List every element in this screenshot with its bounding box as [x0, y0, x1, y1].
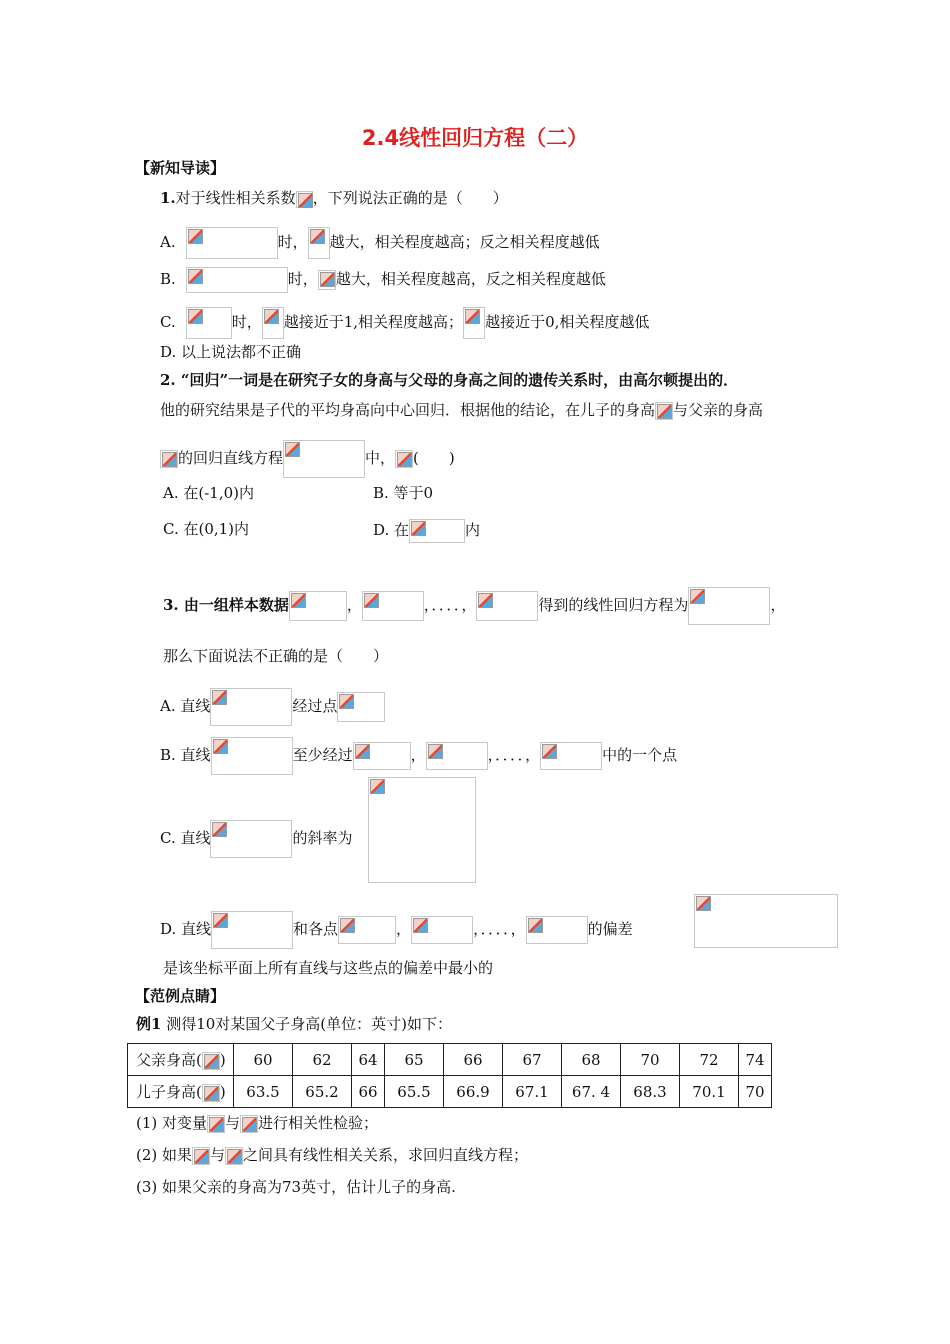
example-1-part-1 — [136, 1113, 378, 1133]
table-cell: 67. 4 — [562, 1076, 621, 1108]
table-cell: 70.1 — [680, 1076, 739, 1108]
formula-image-icon — [526, 916, 588, 944]
q2-line-1 — [160, 370, 738, 390]
table-cell: 66 — [352, 1076, 385, 1108]
q3-stem — [163, 587, 785, 625]
formula-image-icon — [262, 307, 284, 339]
q2-option-c: C. 在(0,1)内 — [163, 520, 250, 538]
q1-option-b-tail: 越大，相关程度越高，反之相关程度越低 — [335, 270, 606, 288]
formula-image-icon — [694, 894, 838, 948]
q3-option-a-mid: 经过点 — [292, 697, 338, 715]
q2-option-d-tail: 内 — [465, 521, 481, 539]
formula-image-icon — [688, 587, 770, 625]
q2-option-d — [373, 519, 480, 543]
example-1-part-2-and: 与 — [210, 1146, 226, 1164]
example-1-part-1-and: 与 — [225, 1114, 241, 1132]
example-1-part-3: (3) 如果父亲的身高为73英寸，估计儿子的身高. — [136, 1178, 456, 1196]
table-cell: 70 — [739, 1076, 772, 1108]
formula-image-icon — [283, 440, 365, 478]
example-1-part-1-tail: 进行相关性检验； — [258, 1114, 379, 1132]
formula-image-icon — [368, 777, 476, 883]
table-row — [128, 1076, 772, 1108]
height-data-table — [127, 1043, 772, 1108]
q3-option-a — [160, 688, 385, 726]
q1-stem — [160, 188, 508, 208]
formula-image-icon — [289, 591, 347, 621]
q1-stem-text: 对于线性相关系数 — [175, 189, 296, 207]
formula-image-icon — [409, 519, 465, 543]
q2-option-d-text: D. 在 — [373, 521, 410, 539]
q3-option-d-text: D. 直线 — [160, 920, 212, 938]
formula-image-icon — [192, 1147, 210, 1165]
table-cell: 65.5 — [385, 1076, 444, 1108]
formula-image-icon — [186, 307, 232, 339]
q2-line-2 — [160, 400, 763, 420]
table-cell: 62 — [293, 1044, 352, 1076]
formula-image-icon — [210, 688, 292, 726]
example-1-text: 测得10对某国父子身高(单位：英寸)如下： — [161, 1015, 452, 1033]
formula-image-icon — [411, 916, 473, 944]
table-cell: 65 — [385, 1044, 444, 1076]
q2-line-3 — [160, 440, 455, 478]
example-1-part-2-tail: 之间具有线性相关关系，求回归直线方程； — [243, 1146, 529, 1164]
q3-option-c-text: C. 直线 — [160, 829, 211, 847]
formula-image-icon — [308, 227, 330, 259]
q3-stem-text: 3. 由一组样本数据 — [163, 596, 289, 614]
q2-option-a: A. 在(-1,0)内 — [163, 484, 254, 502]
formula-image-icon — [211, 911, 293, 949]
q3-option-b — [160, 737, 677, 775]
q3-option-a-text: A. 直线 — [160, 697, 211, 715]
q1-option-c-tail: 越接近于0,相关程度越低 — [485, 313, 650, 331]
formula-image-icon — [426, 742, 488, 770]
table-cell: 67.1 — [503, 1076, 562, 1108]
example-1-part-2-text: (2) 如果 — [136, 1146, 193, 1164]
page-title: 2.4线性回归方程（二） — [361, 126, 589, 150]
q3-option-c-mid: 的斜率为 — [292, 829, 353, 847]
son-height-label: 儿子身高( — [136, 1083, 202, 1101]
q1-option-c-label: C. — [160, 313, 176, 331]
q3-comma: ， — [410, 746, 426, 764]
formula-image-icon — [211, 737, 293, 775]
q3-comma: ， — [346, 596, 362, 614]
q1-option-a-text: 时， — [277, 233, 308, 251]
q1-option-a-tail: 越大，相关程度越高；反之相关程度越低 — [329, 233, 600, 251]
formula-image-icon — [540, 742, 602, 770]
formula-image-icon — [202, 1084, 220, 1102]
q3-option-d-line-2: 是该坐标平面上所有直线与这些点的偏差中最小的 — [163, 959, 494, 977]
q2-option-b: B. 等于0 — [373, 484, 434, 502]
q2-line-2-tail: 与父亲的身高 — [673, 401, 764, 419]
q3-stem-mid: 得到的线性回归方程为 — [538, 596, 689, 614]
formula-image-icon — [240, 1115, 258, 1133]
example-1-stem — [136, 1014, 452, 1034]
table-row — [128, 1044, 772, 1076]
formula-image-icon — [476, 591, 538, 621]
q2-line-1-text: 2. “回归”一词是在研究子女的身高与父母的身高之间的遗传关系时，由高尔顿提出的． — [160, 371, 739, 389]
q3-option-c — [160, 820, 353, 858]
father-height-label-close: ) — [219, 1051, 226, 1069]
q3-line-2: 那么下面说法不正确的是（ ） — [163, 647, 389, 665]
q1-option-a — [160, 227, 600, 259]
formula-image-icon — [202, 1052, 220, 1070]
formula-image-icon — [296, 191, 313, 208]
q3-dots: ，．．．．， — [473, 920, 526, 938]
q2-line-3-tail: ( ) — [413, 449, 455, 467]
q1-option-c — [160, 307, 649, 339]
formula-image-icon — [395, 450, 413, 468]
example-1-part-1-text: (1) 对变量 — [136, 1114, 208, 1132]
q3-option-b-mid: 至少经过 — [292, 746, 353, 764]
formula-image-icon — [210, 820, 292, 858]
q2-line-2-text: 他的研究结果是子代的平均身高向中心回归．根据他的结论，在儿子的身高 — [160, 401, 656, 419]
section-examples-heading: 【范例点睛】 — [135, 987, 226, 1005]
formula-image-icon — [463, 307, 485, 339]
q2-line-3-text: 的回归直线方程 — [178, 449, 284, 467]
q1-stem-tail: ，下列说法正确的是（ ） — [312, 189, 508, 207]
formula-image-icon — [186, 267, 288, 293]
table-cell: 65.2 — [293, 1076, 352, 1108]
table-cell: 60 — [234, 1044, 293, 1076]
example-1-label: 例1 — [136, 1015, 162, 1033]
q2-line-3-mid: 中， — [365, 449, 396, 467]
formula-image-icon — [186, 227, 278, 259]
q3-option-b-text: B. 直线 — [160, 746, 211, 764]
q1-option-c-text: 时， — [231, 313, 262, 331]
q3-dots: ，．．．．， — [423, 596, 477, 614]
section-intro-heading: 【新知导读】 — [135, 159, 226, 177]
table-row-header — [128, 1044, 234, 1076]
q3-dots: ，．．．．， — [487, 746, 541, 764]
example-1-part-2 — [136, 1145, 528, 1165]
table-cell: 66.9 — [444, 1076, 503, 1108]
table-cell: 67 — [503, 1044, 562, 1076]
formula-image-icon — [207, 1115, 225, 1133]
son-height-label-close: ) — [219, 1083, 226, 1101]
table-cell: 63.5 — [234, 1076, 293, 1108]
q1-option-b-text: 时， — [287, 270, 318, 288]
q3-option-b-tail: 中的一个点 — [602, 746, 678, 764]
q3-option-d-mid: 和各点 — [293, 920, 339, 938]
formula-image-icon — [337, 692, 385, 722]
q1-option-b-label: B. — [160, 270, 176, 288]
table-row-header — [128, 1076, 234, 1108]
formula-image-icon — [362, 591, 424, 621]
q3-comma: ， — [396, 920, 412, 938]
formula-image-icon — [318, 270, 336, 290]
q1-option-b — [160, 267, 606, 293]
q1-number: 1. — [160, 189, 176, 207]
table-cell: 72 — [680, 1044, 739, 1076]
formula-image-icon — [160, 450, 178, 468]
q3-option-d — [160, 911, 633, 949]
father-height-label: 父亲身高( — [136, 1051, 202, 1069]
table-cell: 70 — [621, 1044, 680, 1076]
table-cell: 74 — [739, 1044, 772, 1076]
formula-image-icon — [655, 402, 673, 420]
q1-option-c-text2: 越接近于1,相关程度越高； — [283, 313, 464, 331]
q3-stem-end: ， — [770, 596, 786, 614]
q1-option-a-label: A. — [160, 233, 176, 251]
table-cell: 68.3 — [621, 1076, 680, 1108]
table-cell: 66 — [444, 1044, 503, 1076]
formula-image-icon — [338, 916, 396, 944]
formula-image-icon — [353, 742, 411, 770]
table-cell: 64 — [352, 1044, 385, 1076]
formula-image-icon — [225, 1147, 243, 1165]
q3-option-d-tail: 的偏差 — [587, 920, 633, 938]
table-cell: 68 — [562, 1044, 621, 1076]
q1-option-d: D. 以上说法都不正确 — [160, 343, 302, 361]
